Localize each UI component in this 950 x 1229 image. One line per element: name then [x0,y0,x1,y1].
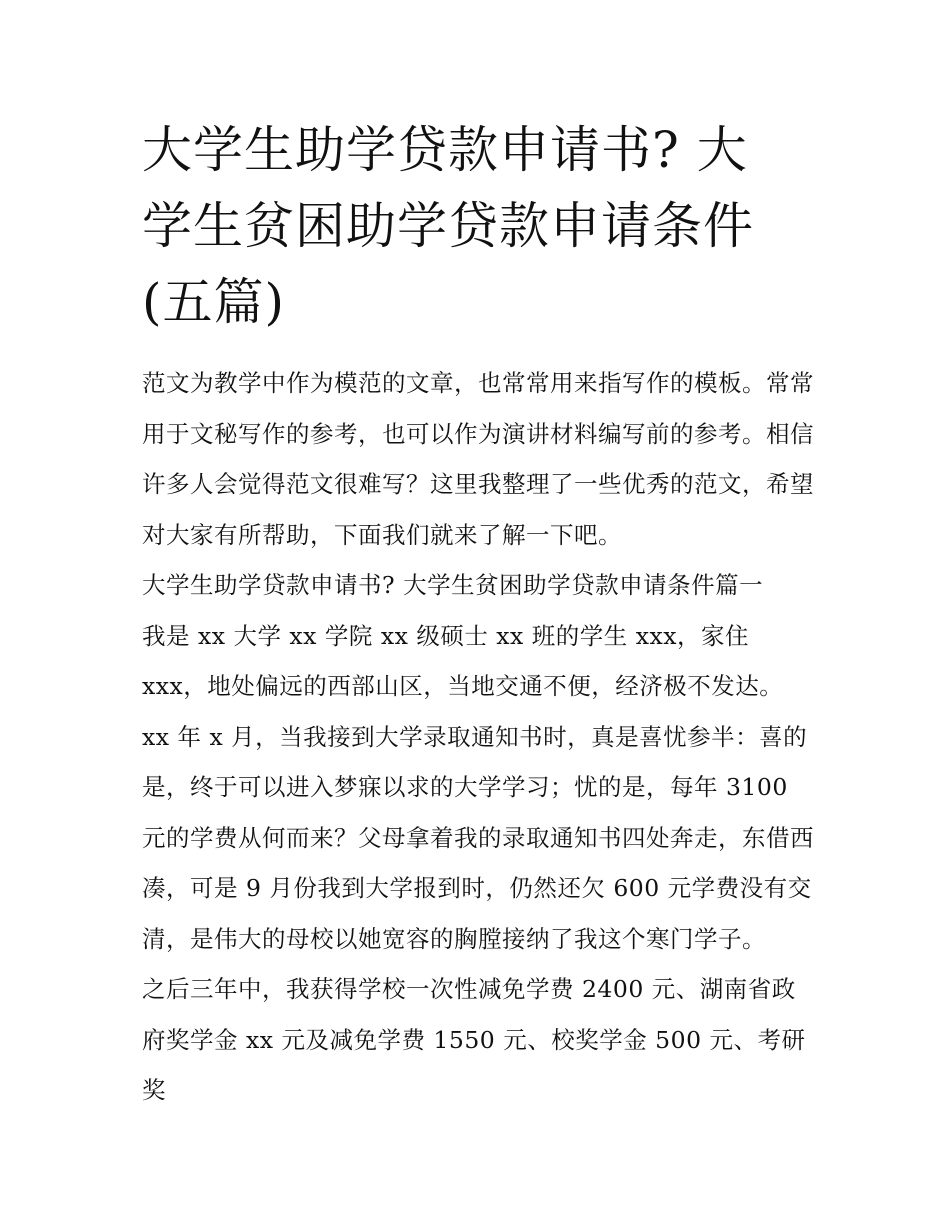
document-title: 大学生助学贷款申请书? 大学生贫困助学贷款申请条件(五篇) [142,121,754,331]
paragraph-intro: 范文为教学中作为模范的文章，也常常用来指写作的模板。常常用于文秘写作的参考，也可以作为演讲材料编写前的参考。相信许多人会觉得范文很难写？这里我整理了一些优秀的范文，希望对大家有所帮助，下面我们就来了解一下吧。 [142,369,814,549]
document-page [142,112,817,1116]
paragraph-section-heading: 大学生助学贷款申请书? 大学生贫困助学贷款申请条件篇一 [142,571,764,599]
paragraph-scholarships: 之后三年中，我获得学校一次性减免学费 2400 元、湖南省政府奖学金 xx 元及减免学费 1550 元、校奖学金 500 元、考研奖 [142,975,806,1104]
document-body [142,358,817,1116]
paragraph-admission: xx 年 x 月，当我接到大学录取通知书时，真是喜忧参半：喜的是，终于可以进入梦寐以求的大学学习；忧的是，每年 3100 元的学费从何而来？父母拿着我的录取通知书四处奔走，东借西凑，可是 9 月份我到大学报到时，仍然还欠 600 元学费没有交清，是伟大的母校以她宽容的胸膛接纳了我这个寒门学子。 [142,722,814,953]
paragraph-self-introduction: 我是 xx 大学 xx 学院 xx 级硕士 xx 班的学生 xxx，家住 xxx，地处偏远的西部山区，当地交通不便，经济极不发达。 [142,621,784,700]
